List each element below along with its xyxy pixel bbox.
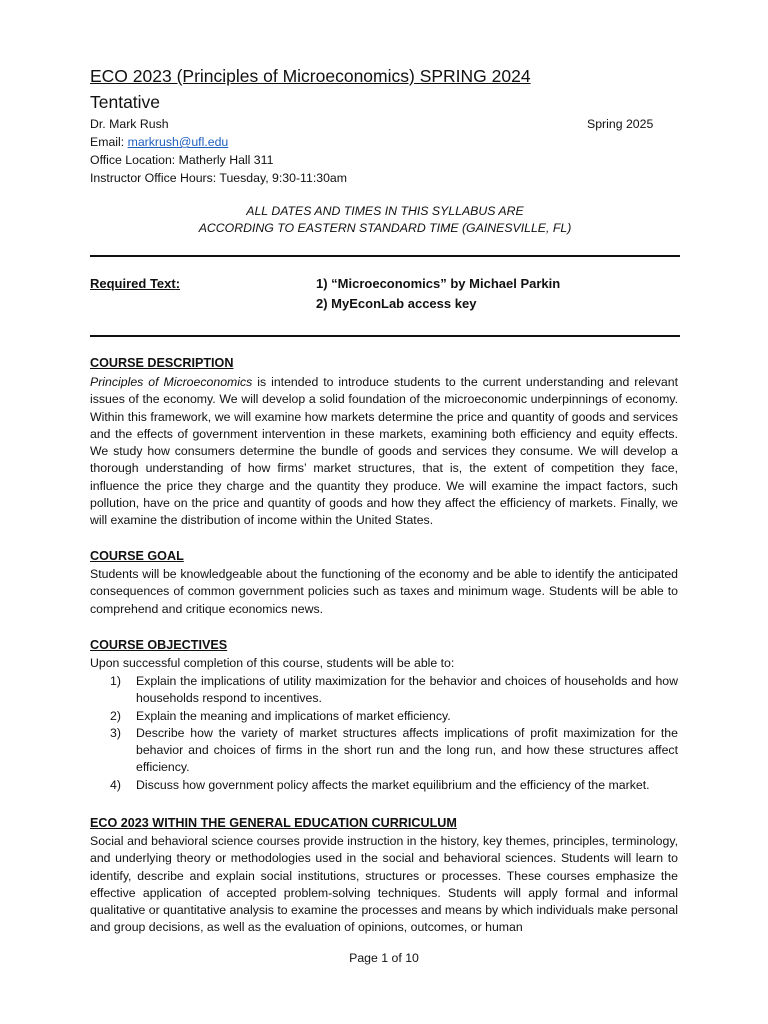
course-title-italic: Principles of Microeconomics xyxy=(90,375,253,389)
list-item: 4) Discuss how government policy affects the market equilibrium and the efficiency of the market. xyxy=(110,777,650,792)
objectives-list xyxy=(90,673,678,794)
course-objectives-heading: COURSE OBJECTIVES xyxy=(90,638,228,652)
office-location: Office Location: Matherly Hall 311 xyxy=(90,153,274,167)
divider-bottom xyxy=(90,335,680,337)
course-description-heading: COURSE DESCRIPTION xyxy=(90,356,234,370)
course-goal-text: Students will be knowledgeable about the functioning of the economy and be able to identify the anticipated consequences of common government policies such as taxes and minimum wage. Students will be able to comprehend and critique economics news. xyxy=(90,567,678,616)
list-item: 2) Explain the meaning and implications of market efficiency. xyxy=(110,708,451,723)
course-description-body: is intended to introduce students to the current understanding and relevant issues of the economy. We will develop a solid foundation of the microeconomic underpinnings of economy. Within this framework, we will examine how markets determine the price and quantity of goods and services and the effects of government intervention in these markets, examining both efficiency and equity effects. We study how consumers determine the bundle of goods and services they consume. We will develop a thorough understanding of how firms’ market structures, that is, the extent of competition they face, influence the price they charge and the quantity they produce. We will examine the impact factors, such pollution, have on the price and quantity of goods and how they affect the efficiency of markets. Finally, we will examine the distribution of income within the United States. xyxy=(90,375,678,528)
course-objectives-intro: Upon successful completion of this course, students will be able to: xyxy=(90,656,455,670)
email-line xyxy=(90,133,228,151)
list-item: 3) Describe how the variety of market structures affects implications of profit maximization for the behavior and choices of firms in the short run and the long run, and how these structures affect efficiency. xyxy=(110,725,678,775)
term-label: Spring 2025 xyxy=(587,117,654,131)
required-text-label: Required Text: xyxy=(90,276,181,291)
list-item: 1) Explain the implications of utility maximization for the behavior and choices of households and how households respond to incentives. xyxy=(110,674,678,706)
course-goal-heading: COURSE GOAL xyxy=(90,549,184,563)
course-description-text xyxy=(90,374,678,530)
page-title: ECO 2023 (Principles of Microeconomics) SPRING 2024 xyxy=(90,66,531,86)
timezone-notice-line-1: ALL DATES AND TIMES IN THIS SYLLABUS ARE xyxy=(246,204,524,218)
gen-ed-heading: ECO 2023 WITHIN THE GENERAL EDUCATION CURRICULUM xyxy=(90,816,457,830)
office-hours: Instructor Office Hours: Tuesday, 9:30-11:30am xyxy=(90,171,347,185)
page-subtitle: Tentative xyxy=(90,92,161,112)
email-label: Email: xyxy=(90,135,128,149)
required-text-item-1: 1) “Microeconomics” by Michael Parkin xyxy=(316,276,561,291)
timezone-notice-line-2: ACCORDING TO EASTERN STANDARD TIME (GAINESVILLE, FL) xyxy=(198,221,572,235)
page-number: Page 1 of 10 xyxy=(349,951,419,965)
gen-ed-text: Social and behavioral science courses provide instruction in the history, key themes, principles, terminology, and underlying theory or methodologies used in the social and behavioral sciences. Students will learn to identify, describe and explain social institutions, structures or processes. These courses emphasize the effective application of accepted problem-solving techniques. Students will apply formal and informal qualitative or quantitative analysis to examine the processes and means by which individuals make personal and group decisions, as well as the evaluation of opinions, outcomes, or human xyxy=(90,834,678,935)
divider-top xyxy=(90,255,680,257)
instructor-name: Dr. Mark Rush xyxy=(90,117,169,131)
email-link[interactable]: markrush@ufl.edu xyxy=(127,135,229,149)
required-text-item-2: 2) MyEconLab access key xyxy=(316,296,477,311)
